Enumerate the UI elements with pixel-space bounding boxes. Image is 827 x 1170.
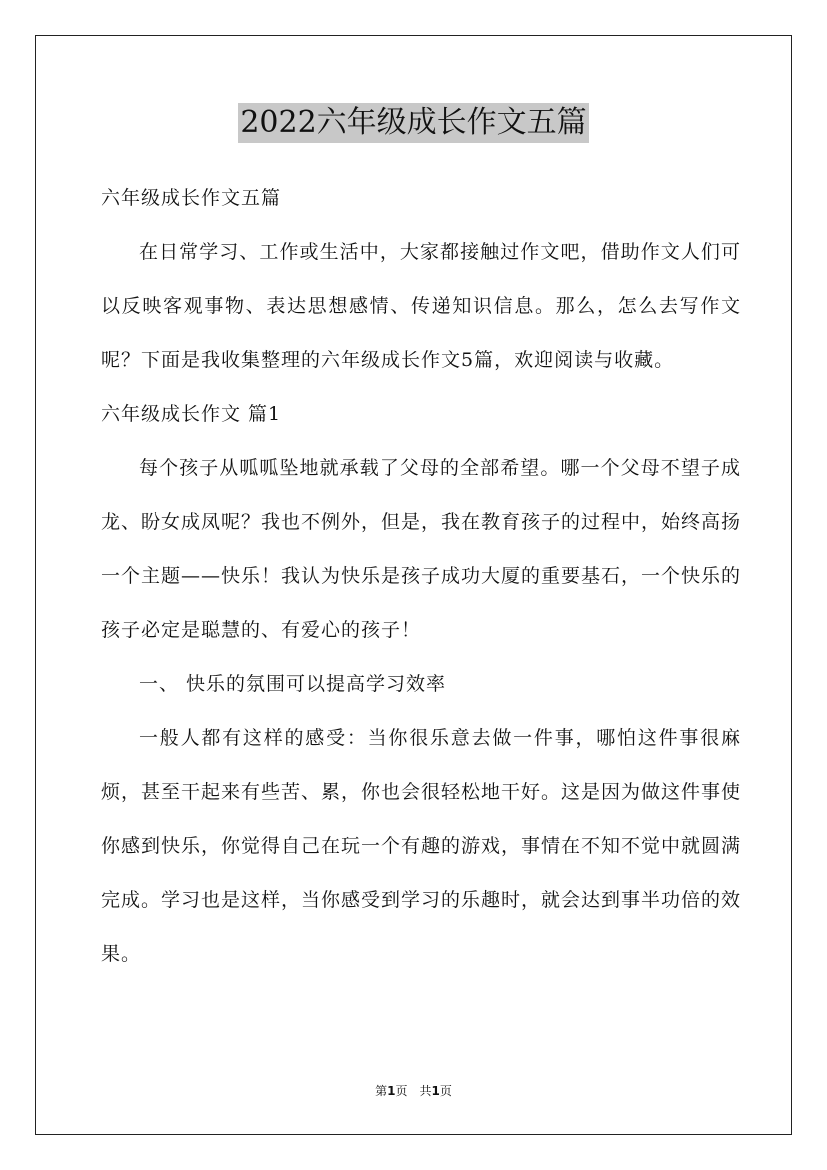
- document-body: [101, 171, 741, 981]
- document-subtitle: 六年级成长作文五篇: [101, 187, 282, 209]
- page-number: 1: [387, 1084, 396, 1098]
- total-suffix: 页: [439, 1084, 452, 1098]
- subheading-paragraph: 一、 快乐的氛围可以提高学习效率: [139, 673, 447, 695]
- section-title: 六年级成长作文 篇1: [101, 403, 282, 425]
- page-suffix: 页: [395, 1084, 408, 1098]
- body-paragraph: 每个孩子从呱呱坠地就承载了父母的全部希望。哪一个父母不望子成龙、盼女成凤呢？我也不例外，但是，我在教育孩子的过程中，始终高扬一个主题——快乐！我认为快乐是孩子成功大厦的重要基石，一个快乐的孩子必定是聪慧的、有爱心的孩子！: [101, 457, 742, 641]
- body-paragraph: 一般人都有这样的感受：当你很乐意去做一件事，哪怕这件事很麻烦，甚至干起来有些苦、累，你也会很轻松地干好。这是因为做这件事使你感到快乐，你觉得自己在玩一个有趣的游戏，事情在不知不觉中就圆满完成。学习也是这样，当你感受到学习的乐趣时，就会达到事半功倍的效果。: [101, 727, 742, 965]
- page-prefix: 第: [375, 1084, 388, 1098]
- total-prefix: 共: [419, 1084, 432, 1098]
- intro-paragraph: 在日常学习、工作或生活中，大家都接触过作文吧，借助作文人们可以反映客观事物、表达思想感情、传递知识信息。那么，怎么去写作文呢？下面是我收集整理的六年级成长作文5篇，欢迎阅读与收藏。: [101, 241, 741, 371]
- page-footer: [0, 1083, 827, 1099]
- title-container: [0, 103, 827, 143]
- document-title: 2022六年级成长作文五篇: [238, 103, 588, 143]
- total-pages: 1: [431, 1084, 440, 1098]
